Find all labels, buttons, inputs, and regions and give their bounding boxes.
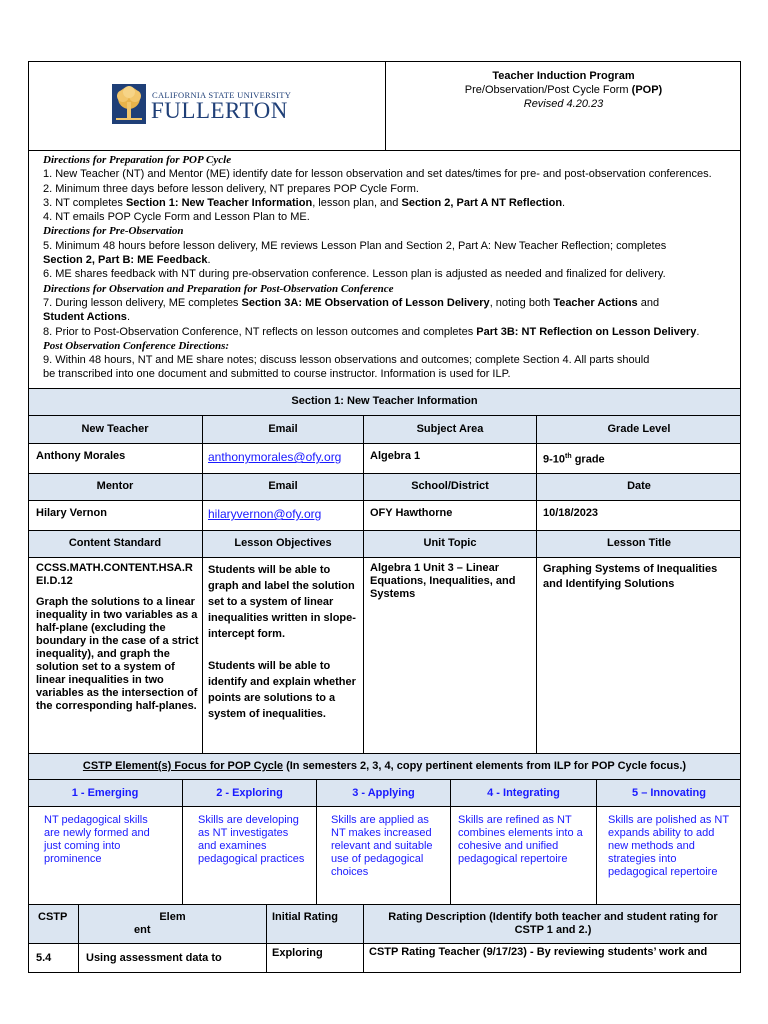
level-5-label: 5 – Innovating	[632, 787, 706, 799]
header-cstp: CSTP	[38, 911, 68, 923]
observation-date: 10/18/2023	[543, 507, 599, 519]
observation-heading: Directions for Observation and Preparation for Post-Observation Conference	[43, 282, 394, 295]
cstp-levels	[28, 780, 741, 905]
step-3: 3. NT completes Section 1: New Teacher Information, lesson plan, and Section 2, Part A NT Reflection.	[43, 196, 566, 209]
lesson-objectives	[208, 562, 360, 722]
level-1-label: 1 - Emerging	[71, 787, 139, 799]
level-2-label: 2 - Exploring	[216, 787, 283, 799]
level-5-description: Skills are polished as NT expands ability to add new methods and strategies into pedagogical repertoire	[608, 814, 729, 878]
header-lesson-objectives: Lesson Objectives	[234, 537, 332, 549]
school-district: OFY Hawthorne	[370, 507, 453, 519]
tree-icon	[112, 84, 146, 124]
logo-university: CALIFORNIA STATE UNIVERSITY	[152, 90, 292, 100]
header-rating-description: Rating Description (Identify both teacher and student rating for CSTP 1 and 2.)	[388, 911, 718, 936]
logo-campus: FULLERTON	[151, 98, 288, 123]
row-cstp: 5.4	[36, 952, 52, 964]
header-lesson-title: Lesson Title	[607, 537, 671, 549]
step-5: 5. Minimum 48 hours before lesson delivery, ME reviews Lesson Plan and Section 2, Part A: New Teacher Reflection; completes	[43, 239, 667, 252]
program-title: Teacher Induction Program	[492, 70, 635, 82]
row-element: Using assessment data to	[86, 952, 222, 964]
level-3-label: 3 - Applying	[352, 787, 415, 799]
header-unit-topic: Unit Topic	[423, 537, 477, 549]
program-title-block	[386, 69, 741, 111]
standard-text: Graph the solutions to a linear inequality in two variables as a half-plane (excluding the boundary in the case of a strict inequality), and graph the solution set to a system of linear inequalities in two variables as the intersection of the corresponding half-planes.	[36, 596, 199, 712]
level-3-description: Skills are applied as NT makes increased relevant and suitable use of pedagogical choices	[331, 814, 433, 878]
mentor-email-link[interactable]: hilaryvernon@ofy.org	[208, 507, 322, 521]
grade-level: 9-10th grade	[543, 453, 605, 466]
objective-2: Students will be able to identify and explain whether points are solutions to a system of inequalities.	[208, 660, 356, 720]
cstp-focus-title: CSTP Element(s) Focus for POP Cycle (In semesters 2, 3, 4, copy pertinent elements from ILP for POP Cycle focus.)	[28, 754, 741, 780]
unit-topic: Algebra 1 Unit 3 – Linear Equations, Inequalities, and Systems	[370, 562, 516, 600]
level-2-description: Skills are developing as NT investigates and examines pedagogical practices	[198, 814, 305, 865]
step-5-cont: Section 2, Part B: ME Feedback.	[43, 254, 211, 267]
prep-heading: Directions for Preparation for POP Cycle	[43, 154, 232, 166]
level-4-description: Skills are refined as NT combines elements into a cohesive and unified pedagogical repertoire	[458, 814, 583, 865]
ratings-table	[28, 905, 741, 973]
step-7-cont: Student Actions.	[43, 311, 130, 324]
mentor-name: Hilary Vernon	[36, 507, 107, 519]
header-school-district: School/District	[411, 480, 489, 492]
step-4: 4. NT emails POP Cycle Form and Lesson Plan to ME.	[43, 211, 310, 224]
content-standard	[36, 562, 200, 713]
step-6: 6. ME shares feedback with NT during pre-observation conference. Lesson plan is adjusted as needed and finalized for delivery.	[43, 268, 666, 281]
header-mentor-email: Email	[268, 480, 298, 492]
header-mentor: Mentor	[96, 480, 134, 492]
step-2: 2. Minimum three days before lesson delivery, NT prepares POP Cycle Form.	[43, 182, 419, 195]
subject-area: Algebra 1	[370, 450, 421, 462]
csuf-logo	[112, 84, 307, 126]
teacher-email-link[interactable]: anthonymorales@ofy.org	[208, 450, 342, 464]
section1-grid	[28, 416, 741, 754]
pre-observation-heading: Directions for Pre-Observation	[43, 225, 184, 238]
objective-1: Students will be able to graph and label the solution set to a system of linear inequalities written in slope-intercept form.	[208, 564, 356, 640]
header-element: Elem ent	[134, 911, 186, 936]
step-7: 7. During lesson delivery, ME completes Section 3A: ME Observation of Lesson Delivery, noting both Teacher Actions and	[43, 296, 660, 309]
lesson-title: Graphing Systems of Inequalities and Identifying Solutions	[543, 563, 718, 590]
level-4-label: 4 - Integrating	[487, 787, 560, 799]
header-new-teacher: New Teacher	[81, 423, 149, 435]
row-initial-rating: Exploring	[272, 947, 323, 959]
level-1-description: NT pedagogical skills are newly formed and just coming into prominence	[44, 814, 150, 865]
header-content-standard: Content Standard	[68, 537, 162, 549]
header-date: Date	[627, 480, 651, 492]
form-title: Pre/Observation/Post Cycle Form (POP)	[464, 84, 663, 96]
header-subject-area: Subject Area	[416, 423, 484, 435]
teacher-name: Anthony Morales	[36, 450, 126, 462]
directions-text	[43, 153, 739, 382]
step-9-cont: be transcribed into one document and submitted to course instructor. Information is used for ILP.	[43, 368, 511, 381]
step-9: 9. Within 48 hours, NT and ME share notes; discuss lesson observations and outcomes; complete Section 4. All parts should	[43, 354, 650, 367]
step-1: 1. New Teacher (NT) and Mentor (ME) identify date for lesson observation and set dates/times for pre- and post-observation conferences.	[43, 168, 712, 181]
standard-code: CCSS.MATH.CONTENT.HSA.R EI.D.12	[36, 562, 193, 587]
header-email: Email	[268, 423, 298, 435]
revised-date: Revised 4.20.23	[523, 98, 604, 110]
post-conference-heading: Post Observation Conference Directions:	[43, 339, 230, 352]
section1-title: Section 1: New Teacher Information	[28, 389, 741, 416]
header-grade-level: Grade Level	[607, 423, 671, 435]
row-rating-description: CSTP Rating Teacher (9/17/23) - By reviewing students’ work and	[369, 946, 708, 958]
header-initial-rating: Initial Rating	[272, 911, 338, 923]
step-8: 8. Prior to Post-Observation Conference, NT reflects on lesson outcomes and completes Part 3B: NT Reflection on Lesson Delivery.	[43, 325, 700, 338]
